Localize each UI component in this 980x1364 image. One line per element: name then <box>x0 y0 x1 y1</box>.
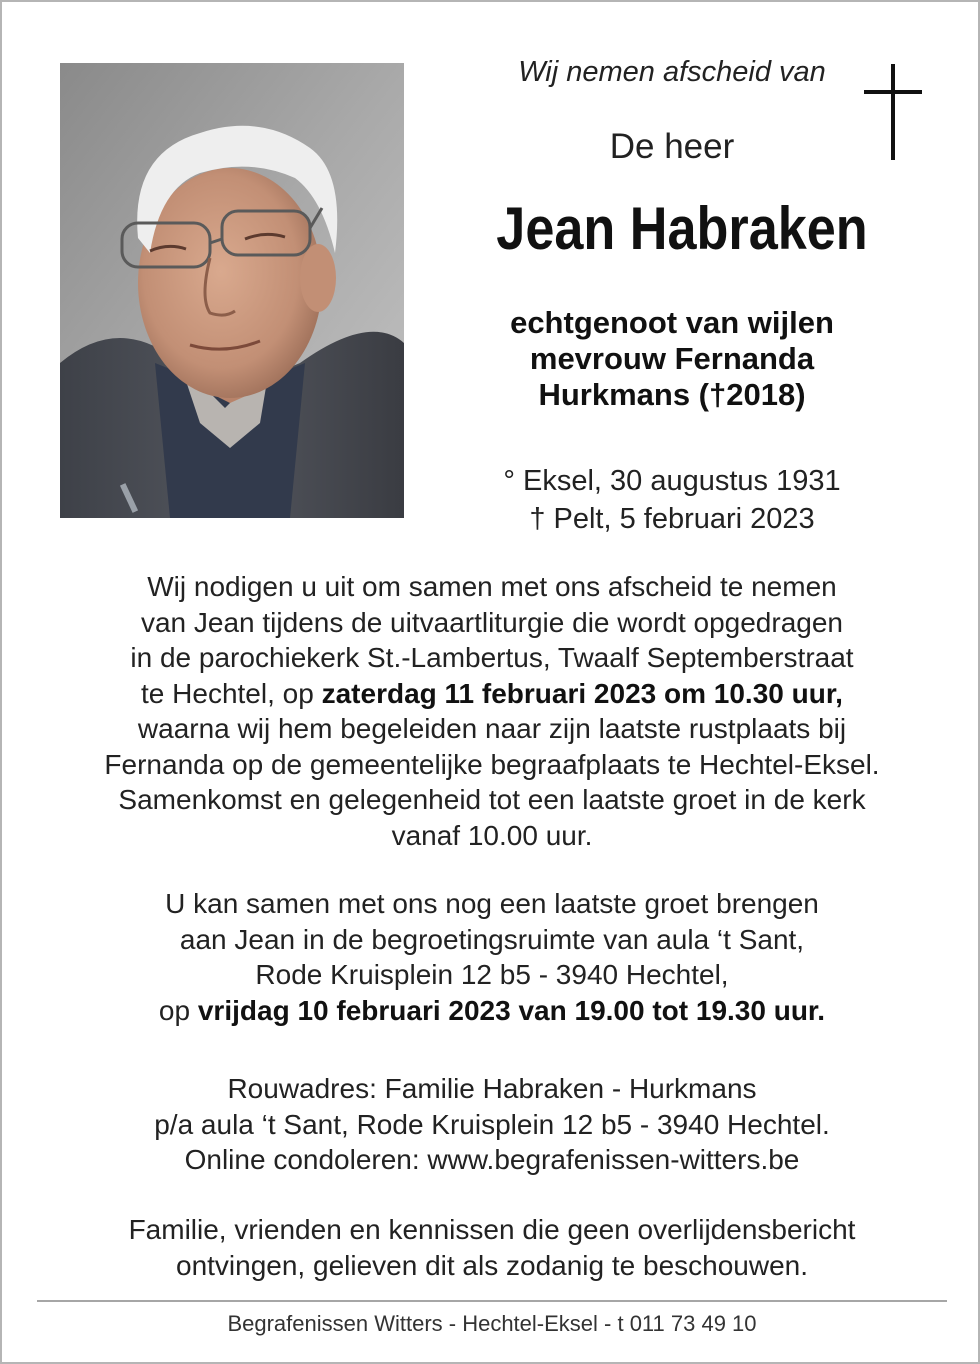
text-line <box>22 676 962 712</box>
text-line: van Jean tijdens de uitvaartliturgie die wordt opgedragen <box>140 606 843 638</box>
funeral-invitation <box>22 569 962 853</box>
visitation-info <box>22 886 962 1028</box>
text-line: waarna wij hem begeleiden naar zijn laatste rustplaats bij <box>137 713 847 744</box>
death-date: † Pelt, 5 februari 2023 <box>529 503 815 535</box>
text-line: Wij nodigen u uit om samen met ons afscheid te nemen <box>147 571 837 602</box>
text-segment: op <box>158 994 198 1026</box>
text-line: p/a aula ‘t Sant, Rode Kruisplein 12 b5 - 3940 Hechtel. <box>154 1108 830 1140</box>
text-line <box>22 993 962 1029</box>
spouse-line: mevrouw Fernanda <box>529 341 815 376</box>
title-text: De heer <box>609 127 735 166</box>
text-line: ontvingen, gelieven dit als zodanig te beschouwen. <box>176 1249 808 1281</box>
spouse-info <box>452 305 892 413</box>
text-segment: te Hechtel, op <box>141 677 322 709</box>
deceased-name: Jean Habraken <box>496 195 868 262</box>
spouse-line: Hurkmans (†2018) <box>538 377 806 412</box>
spouse-line: echtgenoot van wijlen <box>510 305 834 340</box>
text-line: Rouwadres: Familie Habraken - Hurkmans <box>227 1073 757 1104</box>
footer-divider <box>37 1300 947 1302</box>
footer-text: Begrafenissen Witters - Hechtel-Eksel - t 011 73 49 10 <box>227 1311 757 1336</box>
portrait-photo <box>60 63 404 518</box>
birth-date: ° Eksel, 30 augustus 1931 <box>503 465 841 497</box>
text-line: Samenkomst en gelegenheid tot een laatste groet in de kerk <box>118 784 866 815</box>
text-line: U kan samen met ons nog een laatste groet brengen <box>165 888 819 919</box>
life-dates <box>452 462 892 538</box>
notice-text <box>22 1212 962 1283</box>
text-line: in de parochiekerk St.-Lambertus, Twaalf Septemberstraat <box>130 642 854 673</box>
visitation-datetime: vrijdag 10 februari 2023 van 19.00 tot 19.30 uur. <box>197 994 826 1026</box>
text-line: Online condoleren: www.begrafenissen-witters.be <box>184 1144 800 1175</box>
mourning-address <box>22 1071 962 1178</box>
text-line: Familie, vrienden en kennissen die geen overlijdensbericht <box>128 1214 856 1245</box>
text-line: vanaf 10.00 uur. <box>391 819 593 851</box>
funeral-datetime: zaterdag 11 februari 2023 om 10.30 uur, <box>321 677 843 709</box>
intro-text: Wij nemen afscheid van <box>518 56 826 88</box>
text-line: Rode Kruisplein 12 b5 - 3940 Hechtel, <box>255 959 729 990</box>
text-line: aan Jean in de begroetingsruimte van aula ‘t Sant, <box>179 923 805 955</box>
text-line: Fernanda op de gemeentelijke begraafplaats te Hechtel-Eksel. <box>104 748 880 780</box>
